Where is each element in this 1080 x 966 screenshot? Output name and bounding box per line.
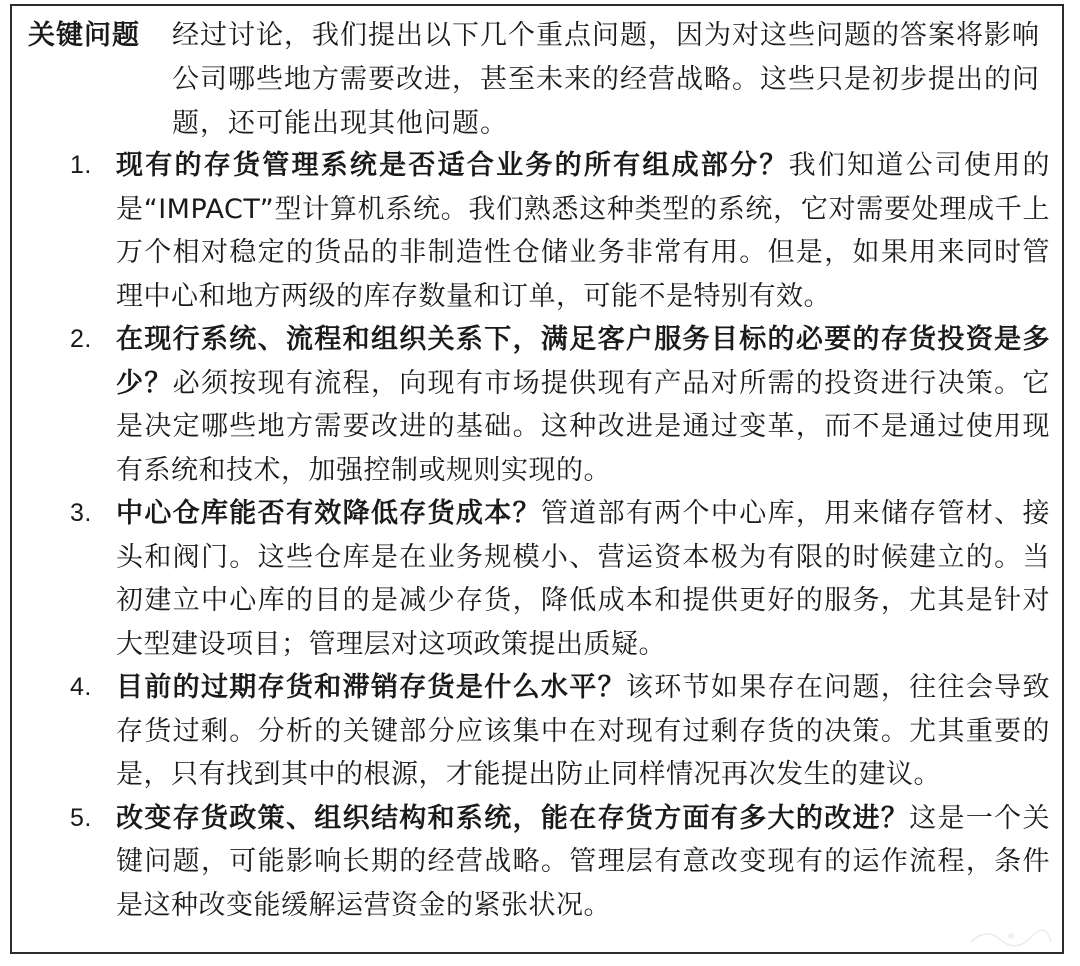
- list-item: [70, 666, 1050, 797]
- item-body: 该环节如果存在问题，往往会导致存货过剩。分析的关键部分应该集中在对现有过剩存货的决策。尤其重要的是，只有找到其中的根源，才能提出防止同样情况再次发生的建议。: [116, 672, 1050, 790]
- item-number: 5.: [70, 803, 92, 832]
- item-question: 中心仓库能否有效降低存货成本？: [116, 498, 541, 529]
- item-question: 现有的存货管理系统是否适合业务的所有组成部分？: [116, 150, 789, 181]
- item-number: 1.: [70, 151, 92, 179]
- issue-list: [70, 144, 1050, 927]
- item-body: 我们知道公司使用的是“IMPACT”型计算机系统。我们熟悉这种类型的系统，它对需要处理成千上万个相对稳定的货品的非制造性仓储业务非常有用。但是，如果用来同时管理中心和地方两级的库存数量和订单，可能不是特别有效。: [116, 150, 1051, 312]
- item-number: 3.: [70, 499, 92, 527]
- section-intro: 经过讨论，我们提出以下几个重点问题，因为对这些问题的答案将影响公司哪些地方需要改进，甚至未来的经营战略。这些只是初步提出的问题，还可能出现其他问题。: [172, 20, 1040, 139]
- list-item: [70, 797, 1050, 928]
- item-question: 目前的过期存货和滞销存货是什么水平？: [116, 672, 626, 703]
- item-number: 4.: [70, 673, 92, 701]
- item-question: 在现行系统、流程和组织关系下，满足客户服务目标的必要的存货投资是多少？: [116, 324, 1050, 399]
- list-item: [70, 144, 1050, 318]
- list-item: [70, 492, 1050, 666]
- item-body: 必须按现有流程，向现有市场提供现有产品对所需的投资进行决策。它是决定哪些地方需要改进的基础。这种改进是通过变革，而不是通过使用现有系统和技术，加强控制或规则实现的。: [116, 367, 1050, 486]
- item-body: 这是一个关键问题，可能影响长期的经营战略。管理层有意改变现有的运作流程，条件是这种改变能缓解运营资金的紧张状况。: [116, 802, 1050, 921]
- item-body: 管道部有两个中心库，用来储存管材、接头和阀门。这些仓库是在业务规模小、营运资本极为有限的时候建立的。当初建立中心库的目的是减少存货，降低成本和提供更好的服务，尤其是针对大型建设项目；管理层对这项政策提出质疑。: [116, 498, 1050, 660]
- item-number: 2.: [70, 325, 92, 353]
- watermark-mark: [966, 922, 1056, 952]
- list-item: [70, 318, 1050, 492]
- section-label: 关键问题: [28, 20, 140, 51]
- item-question: 改变存货政策、组织结构和系统，能在存货方面有多大的改进？: [116, 802, 910, 834]
